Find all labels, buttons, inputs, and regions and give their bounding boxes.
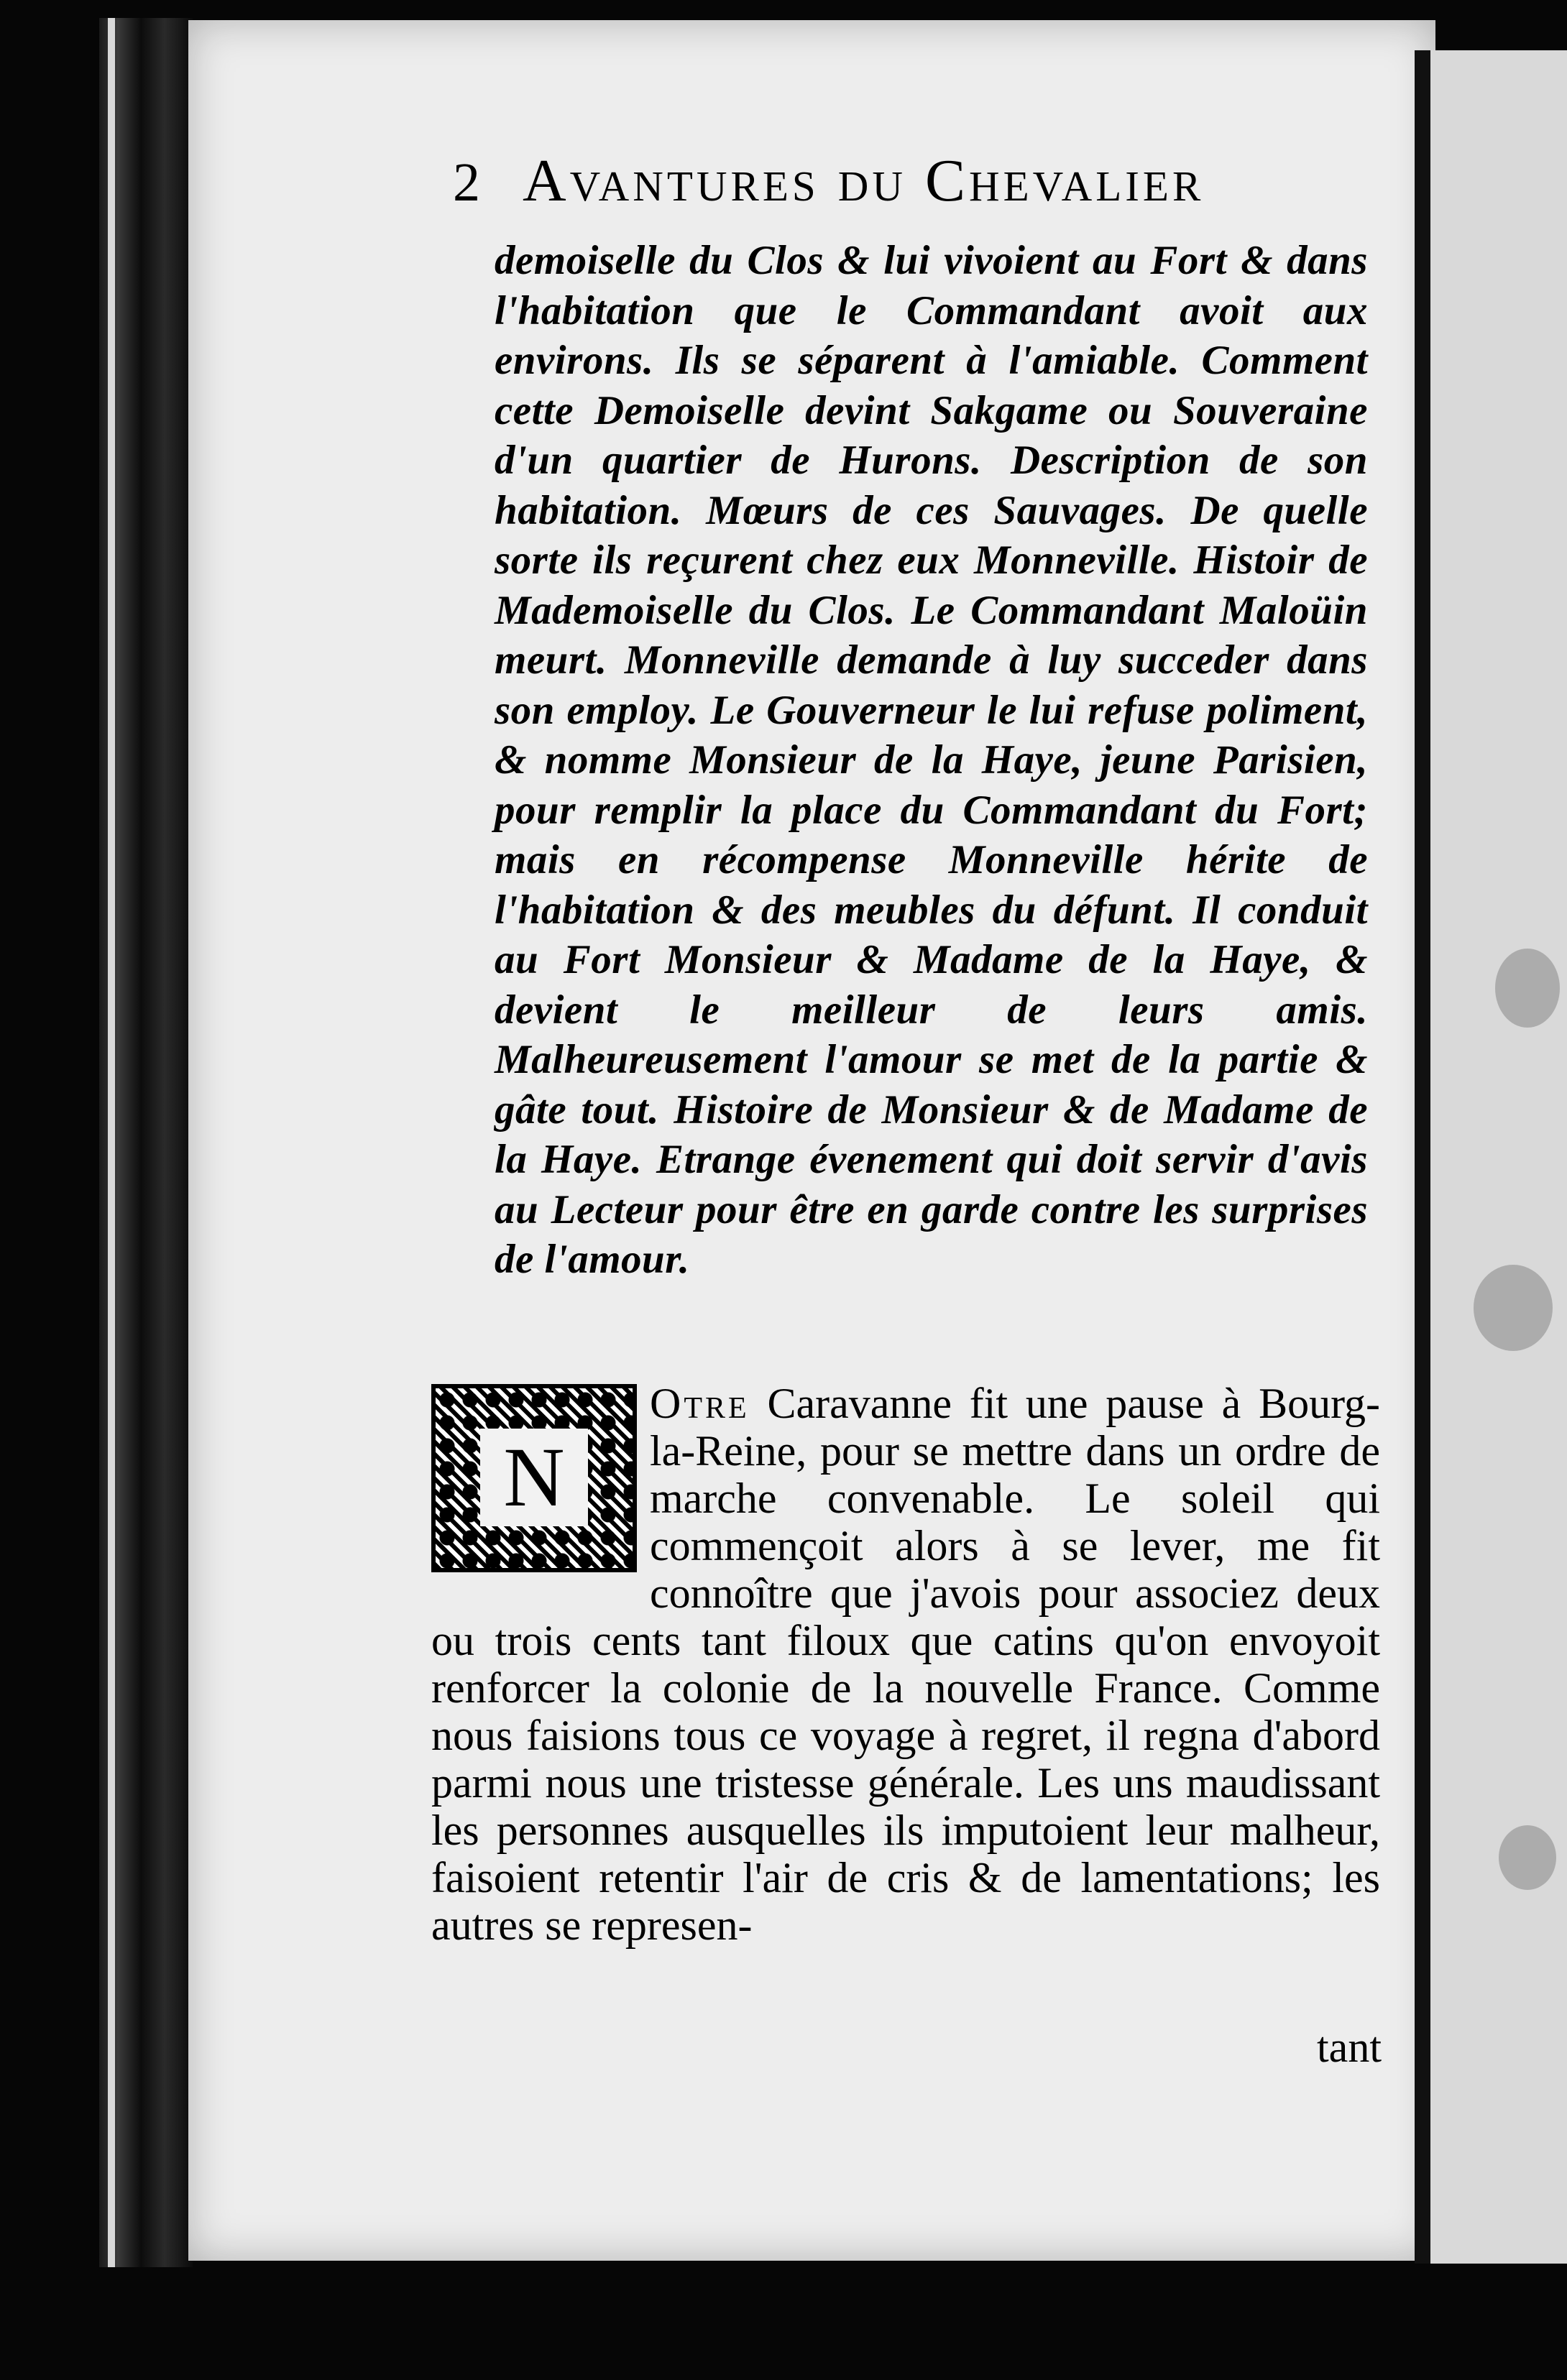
stain <box>1499 1825 1556 1890</box>
page-content <box>431 147 1387 1285</box>
stain <box>1495 949 1560 1028</box>
running-header <box>453 147 1387 230</box>
body-paragraph: Caravanne fit une pause à Bourg-la-Reine, pour se mettre dans un ordre de marche convenable. Le soleil qui commençoit alors à se lever, me fit connoître que j'avois pour associez deux ou trois cents tant filoux que catins qu'on envoyoit renforcer la colonie de la nouvelle France. Comme nous faisions tous ce voyage à regret, il regna d'abord parmi nous une tristesse générale. Les uns maudissant les personnes ausquelles ils imputoient leur malheur, faisoient retentir l'air de cris & de lamentations; les autres se represen- <box>431 1380 1380 1949</box>
facing-page <box>1430 50 1567 2264</box>
body-text <box>431 1380 1380 1949</box>
running-title: Avantures du Chevalier <box>523 147 1205 214</box>
drop-cap-letter: N <box>480 1429 588 1526</box>
first-word: Otre <box>650 1380 750 1427</box>
binding-edge <box>108 18 115 2267</box>
stain <box>1474 1265 1553 1351</box>
ornamental-drop-cap <box>431 1384 637 1572</box>
catchword: tant <box>1317 2024 1382 2071</box>
page-number: 2 <box>453 152 484 213</box>
chapter-summary: demoiselle du Clos & lui vivoient au Fort & dans l'habitation que le Commandant avoit aux environs. Ils se séparent à l'amiable. Comment cette Demoiselle devint Sakgame ou Souveraine d'un quartier de Hurons. Description de son habitation. Mœurs de ces Sauvages. De quelle sorte ils reçurent chez eux Monneville. Histoir de Mademoiselle du Clos. Le Commandant Maloüin meurt. Monneville demande à luy succeder dans son employ. Le Gouverneur le lui refuse poliment, & nomme Monsieur de la Haye, jeune Parisien, pour remplir la place du Commandant du Fort; mais en récompense Monneville hérite de l'habitation & des meubles du défunt. Il conduit au Fort Monsieur & Madame de la Haye, & devient le meilleur de leurs amis. Malheureusement l'amour se met de la partie & gâte tout. Histoire de Monsieur & de Madame de la Haye. Etrange évenement qui doit servir d'avis au Lecteur pour être en garde contre les surprises de l'amour. <box>495 238 1368 1282</box>
